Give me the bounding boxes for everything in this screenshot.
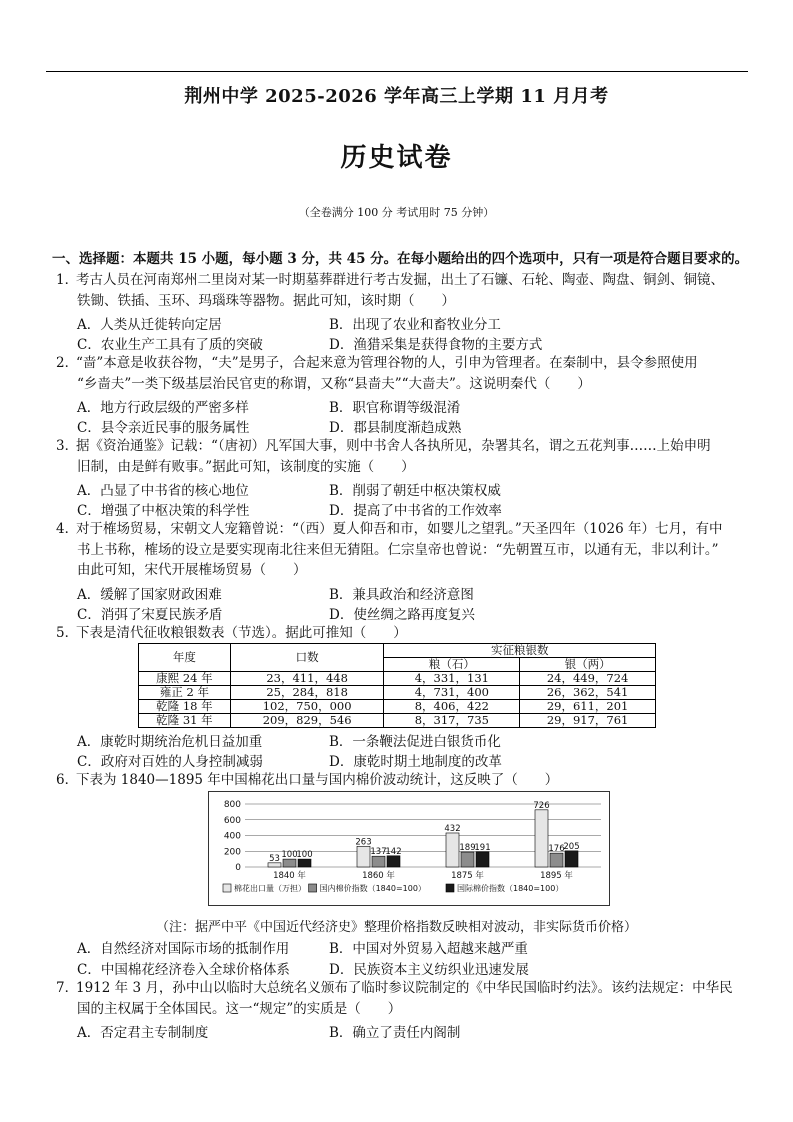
y-tick-label: 0 (235, 863, 241, 873)
bar-value-label: 191 (474, 842, 491, 853)
q6-option-b[interactable]: B．中国对外贸易入超越来越严重 (329, 941, 528, 957)
table-row (139, 672, 656, 686)
exam-title: 荆州中学 2025-2026 学年高三上学期 11 月月考 (184, 86, 609, 107)
bar (535, 810, 548, 867)
y-tick-label: 800 (223, 800, 241, 810)
header-silver: 银（两） (520, 658, 656, 672)
table-cell: 8，317，735 (384, 714, 520, 728)
q6-option-d[interactable]: D．民族资本主义纺织业迅速发展 (329, 962, 529, 978)
bar-value-label: 100 (296, 850, 313, 861)
q5-option-d[interactable]: D．康乾时期土地制度的改革 (329, 754, 502, 770)
question-line: “乡啬夫”一类下级基层治民官吏的称谓，又称“县啬夫”“大啬夫”。这说明秦代（ ） (77, 375, 591, 392)
subject-title: 历史试卷 (340, 143, 453, 173)
q6-option-a[interactable]: A．自然经济对国际市场的抵制作用 (77, 941, 290, 957)
bar-value-label: 176 (548, 844, 565, 855)
question-7-stem (56, 978, 756, 1019)
x-tick-label: 1875 年 (451, 871, 484, 881)
question-number: 6． (56, 772, 79, 788)
question-6-stem (56, 770, 756, 791)
q2-option-b[interactable]: B．职官称谓等级混淆 (329, 400, 461, 416)
question-line: 下表为 1840—1895 年中国棉花出口量与国内棉价波动统计，这反映了（ ） (76, 772, 559, 788)
legend-label: 国际棉价指数（1840=100） (457, 884, 564, 893)
y-tick-label: 400 (223, 831, 241, 842)
q1-option-b[interactable]: B．出现了农业和畜牧业分工 (329, 317, 501, 333)
legend-swatch (446, 884, 454, 892)
q5-option-c[interactable]: C．政府对百姓的人身控制减弱 (77, 754, 263, 770)
question-4-stem (56, 519, 756, 581)
question-line: 铁锄、铁插、玉环、玛瑙珠等器物。据此可知，该时期（ ） (77, 292, 455, 309)
bar-value-label: 205 (563, 841, 580, 852)
x-tick-label: 1840 年 (273, 871, 306, 881)
q1-option-d[interactable]: D．渔猎采集是获得食物的主要方式 (329, 337, 543, 353)
question-5-stem (56, 623, 756, 644)
q4-option-b[interactable]: B．兼具政治和经济意图 (329, 587, 474, 603)
grain-silver-table (138, 643, 656, 728)
question-2-stem (56, 353, 756, 394)
q4-option-d[interactable]: D．使丝绸之路再度复兴 (329, 607, 475, 623)
y-tick-label: 200 (223, 847, 241, 858)
section-title: 一、选择题：本题共 15 小题，每小题 3 分，共 45 分。在每小题给出的四个选项中，只有一项是符合题目要求的。 (52, 251, 749, 267)
q2-option-d[interactable]: D．郡县制度渐趋成熟 (329, 420, 462, 436)
bar (283, 859, 296, 867)
q3-option-d[interactable]: D．提高了中书省的工作效率 (329, 503, 502, 519)
legend-label: 棉花出口量（万担） (234, 884, 306, 893)
table-cell: 乾隆 31 年 (139, 714, 231, 728)
bar (387, 856, 400, 867)
q5-option-b[interactable]: B．一条鞭法促进白银货币化 (329, 734, 501, 750)
exam-note: （全卷满分 100 分 考试用时 75 分钟） (298, 206, 495, 219)
table-cell: 209，829，546 (230, 714, 384, 728)
header-grain: 粮（石） (384, 658, 520, 672)
q3-option-c[interactable]: C．增强了中枢决策的科学性 (77, 503, 250, 519)
q2-option-a[interactable]: A．地方行政层级的严密多样 (77, 400, 249, 416)
table-cell: 4，731，400 (384, 686, 520, 700)
table-cell: 26，362，541 (520, 686, 656, 700)
y-tick-label: 600 (223, 815, 241, 826)
q6-option-c[interactable]: C．中国棉花经济卷入全球价格体系 (77, 962, 290, 978)
q3-option-a[interactable]: A．凸显了中书省的核心地位 (77, 483, 249, 499)
legend-swatch (223, 884, 231, 892)
table-cell: 25，284，818 (230, 686, 384, 700)
question-line: 1912 年 3 月，孙中山以临时大总统名义颁布了临时参议院制定的《中华民国临时约法》。该约法规定：中华民 (76, 980, 733, 996)
cotton-chart-svg (209, 792, 609, 905)
cotton-chart (208, 791, 610, 906)
x-tick-label: 1895 年 (540, 871, 573, 881)
bar-value-label: 137 (370, 847, 387, 858)
table-cell: 4，331，131 (384, 672, 520, 686)
q4-option-a[interactable]: A．缓解了国家财政困难 (77, 587, 222, 603)
bar-value-label: 53 (269, 853, 280, 864)
question-3-stem (56, 436, 756, 477)
header-population: 口数 (230, 644, 384, 672)
question-line: 下表是清代征收粮银数表（节选）。据此可推知（ ） (76, 625, 407, 641)
q7-option-b[interactable]: B．确立了责任内阁制 (329, 1025, 461, 1041)
header-rule (46, 71, 748, 72)
question-number: 3． (56, 438, 79, 454)
question-line: 据《资治通鉴》记载：“（唐初）凡军国大事，则中书舍人各执所见，杂署其名，谓之五花判事……上始申明 (76, 438, 711, 454)
question-line: 由此可知，宋代开展榷场贸易（ ） (77, 562, 307, 578)
question-line: 对于榷场贸易，宋朝文人宠籍曾说：“（西）夏人仰吾和市，如婴儿之望乳。”天圣四年（1026 年）七月，有中 (76, 521, 723, 537)
bar (565, 851, 578, 867)
bar (372, 856, 385, 867)
table-row (139, 714, 656, 728)
question-number: 7． (56, 980, 79, 996)
table-cell: 8，406，422 (384, 700, 520, 714)
bar-value-label: 263 (355, 837, 372, 848)
question-number: 1． (56, 272, 79, 288)
table-cell: 29，611，201 (520, 700, 656, 714)
bar-value-label: 189 (459, 843, 476, 854)
legend-label: 国内棉价指数（1840=100） (319, 884, 426, 893)
table-cell: 23，411，448 (230, 672, 384, 686)
table-row (139, 686, 656, 700)
bar-value-label: 726 (533, 800, 550, 811)
question-number: 5． (56, 625, 79, 641)
bar (550, 853, 563, 867)
q5-option-a[interactable]: A．康乾时期统治危机日益加重 (77, 734, 263, 750)
table-cell: 102，750，000 (230, 700, 384, 714)
question-line: “啬”本意是收获谷物，“夫”是男子，合起来意为管理谷物的人，引申为管理者。在秦制中，县令参照使用 (76, 355, 698, 371)
question-1-stem (56, 270, 756, 311)
legend-swatch (309, 884, 317, 892)
question-line: 考古人员在河南郑州二里岗对某一时期墓葬群进行考古发掘，出土了石镰、石轮、陶壶、陶盘、铜剑、铜镜、 (76, 272, 724, 288)
table-cell: 29，917，761 (520, 714, 656, 728)
q7-option-a[interactable]: A．否定君主专制制度 (77, 1025, 209, 1041)
table-cell: 康熙 24 年 (139, 672, 231, 686)
bar (298, 859, 311, 867)
table-cell: 24，449，724 (520, 672, 656, 686)
header-tax-group: 实征粮银数 (384, 644, 656, 658)
x-tick-label: 1860 年 (362, 871, 395, 881)
bar-value-label: 142 (385, 846, 402, 857)
q3-option-b[interactable]: B．削弱了朝廷中枢决策权威 (329, 483, 501, 499)
q1-option-a[interactable]: A．人类从迁徙转向定居 (77, 317, 222, 333)
table-row (139, 700, 656, 714)
header-year: 年度 (139, 644, 231, 672)
table-cell: 雍正 2 年 (139, 686, 231, 700)
question-line: 书上书称，榷场的设立是要实现南北往来但无猜阻。仁宗皇帝也曾说：“先朝置互市，以通有无，非以利计。” (77, 541, 719, 558)
question-number: 4． (56, 521, 79, 537)
bar (357, 846, 370, 867)
question-line: 旧制，由是鲜有败事。”据此可知，该制度的实施（ ） (77, 458, 415, 475)
chart-caption: （注：据严中平《中国近代经济史》整理价格指数反映相对波动，非实际货币价格） (155, 920, 637, 935)
question-number: 2． (56, 355, 79, 371)
bar-value-label: 432 (444, 823, 461, 834)
bar-value-label: 100 (281, 850, 298, 861)
question-line: 国的主权属于全体国民。这一“规定”的实质是（ ） (77, 1000, 402, 1017)
q4-option-c[interactable]: C．消弭了宋夏民族矛盾 (77, 607, 223, 623)
bar (446, 833, 459, 867)
q2-option-c[interactable]: C．县令亲近民事的服务属性 (77, 420, 250, 436)
bar (461, 852, 474, 867)
table-cell: 乾隆 18 年 (139, 700, 231, 714)
bar (476, 852, 489, 867)
q1-option-c[interactable]: C．农业生产工具有了质的突破 (77, 337, 263, 353)
